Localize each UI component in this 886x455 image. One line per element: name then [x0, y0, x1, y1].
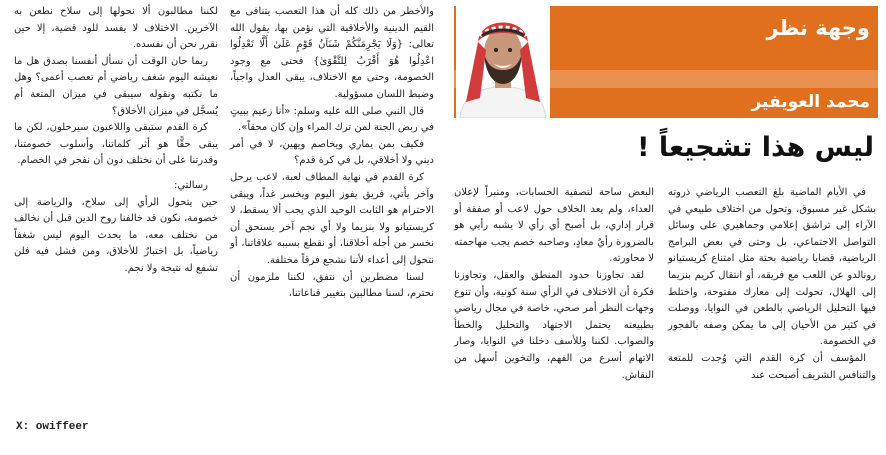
paragraph: لسنا مضطرين أن نتفق، لكننا ملزمون أن نحترم، لسنا مطالبين بتغيير قناعاتنا،	[230, 271, 434, 300]
paragraph: كرة القدم في نهاية المطاف لعبة، لاعب يرحل وآخر يأتي، فريق يفوز اليوم ويخسر غداً، ويبقى الاحترام هو الثابت الوحيد الذي يجب ألا يسقط، لا كريستيانو ولا بنزيما ولا أي نجم آخر يستحق أن نخسر من أجله أخلاقنا، أو نقطع بسببه علاقاتنا، أو نتحول إلى أعداء لأننا نشجع فرقاً مختلفة.	[230, 171, 434, 266]
paragraph: حين يتحول الرأي إلى سلاح، والرياضة إلى خصومة، نكون قد خالفنا روح الدين قبل أن نخالف من نختلف معه، ما يحدث اليوم ليس شغفاً رياضياً، بل اختبارٌ للأخلاق، ومن فشل فيه فلن تشفع له نتيجة ولا نجم.	[14, 196, 218, 274]
article-headline: ليس هذا تشجيعاً !	[637, 132, 874, 163]
rubric-title: وجهة نظر	[766, 16, 870, 40]
article-column-1	[668, 185, 876, 384]
paragraph: كرة القدم ستبقى واللاعبون سيرحلون، لكن ما يبقى حقًّا هو أثر كلماتنا، وأسلوب خصومتنا، وقدرتنا على أن نختلف دون أن نفجر في الخصام.	[14, 122, 218, 167]
author-x-handle: X: owiffeer	[16, 421, 89, 433]
paragraph: في الأيام الماضية بلغ التعصب الرياضي ذروته بشكل غير مسبوق، وتحول من اختلاف طبيعي في الآراء إلى تراشق إعلامي وجماهيري على وسائل التواصل الاجتماعي، بل وحتى في بعض البرامج الرياضية، قضايا رياضية بحتة مثل امتناع كريستيانو رونالدو عن اللعب مع فريقه، أو انتقال كريم بنزيما إلى الهلال، تحولت إلى معارك مفتوحة، واختلط فيها التحليل الرياضي بالطعن في النوايا، ووصلت في كثير من الأحيان إلى ما يمكن وصفه بالفجور في الخصومة.	[668, 187, 876, 348]
author-photo	[456, 6, 550, 118]
article-column-2	[454, 185, 654, 384]
message-label: رسالتي:	[173, 179, 208, 191]
article-column-4	[14, 4, 218, 278]
paragraph: المؤسف أن كرة القدم التي وُجدت للمتعة والتنافس الشريف أصبحت عند	[668, 352, 876, 381]
article-column-3	[230, 4, 434, 303]
paragraph: لقد تجاوزنا حدود المنطق والعقل، وتجاوزنا فكرة أن الاختلاف في الرأي سنة كونية، وأن تنوع وجهات النظر أمر صحي، خاصة في مجال رياضي بطبيعته يحتمل الاجتهاد والتحليل والخطأ والصواب. لكننا وللأسف دخلنا في النوايا، وصار الاتهام أسرع من الفهم، والتخوين أسهل من النقاش.	[454, 269, 654, 381]
paragraph: لكننا مطالبون ألا نحولها إلى سلاح نطعن به الآخرين. الاختلاف لا يفسد للود قضية، إلا حين نقرر نحن أن نفسده.	[14, 6, 218, 51]
paragraph: والأخطر من ذلك كله أن هذا التعصب يتنافى مع القيم الدينية والأخلاقية التي نؤمن بها، يقول الله تعالى: {وَلَا يَجْرِمَنَّكُمْ شَنَآنُ قَوْمٍ عَلَىٰ أَلَّا تَعْدِلُوا اعْدِلُوا هُوَ أَقْرَبُ لِلتَّقْوَىٰ} فحتى مع وجود الخصومة، وحتى مع الاختلاف، يبقى العدل واجباً، وضبط اللسان مسؤولية.	[230, 6, 434, 100]
column-header-band	[454, 6, 878, 118]
paragraph: فكيف بمن يماري ويخاصم ويهين، لا في أمر ديني ولا أخلاقي، بل في كرة قدم؟	[230, 138, 434, 167]
paragraph: البعض ساحة لتصفية الحسابات، ومنبراً لإعلان العداء، ولم يعد الخلاف حول لاعب أو صفقة أو قرار إداري، بل أصبح أي رأي لا يشبه رأيي هو بالضرورة رأيٌ معادٍ، وصاحبه خصم يجب مهاجمته لا محاورته.	[454, 187, 654, 265]
paragraph: ربما حان الوقت أن نسأل أنفسنا بصدق هل ما نعيشه اليوم شغف رياضي أم تعصب أعمى؟ وهل ما نكتبه ونقوله سيبقى في ميزان المتعة أم يُسجَّل في ميزان الأخلاق؟	[14, 55, 218, 117]
paragraph: قال النبي صلى الله عليه وسلم: «أنا زعيم ببيتٍ في ربض الجنة لمن ترك المراء وإن كان محقاً».	[230, 105, 434, 134]
author-name: محمد العويفير	[751, 92, 870, 112]
